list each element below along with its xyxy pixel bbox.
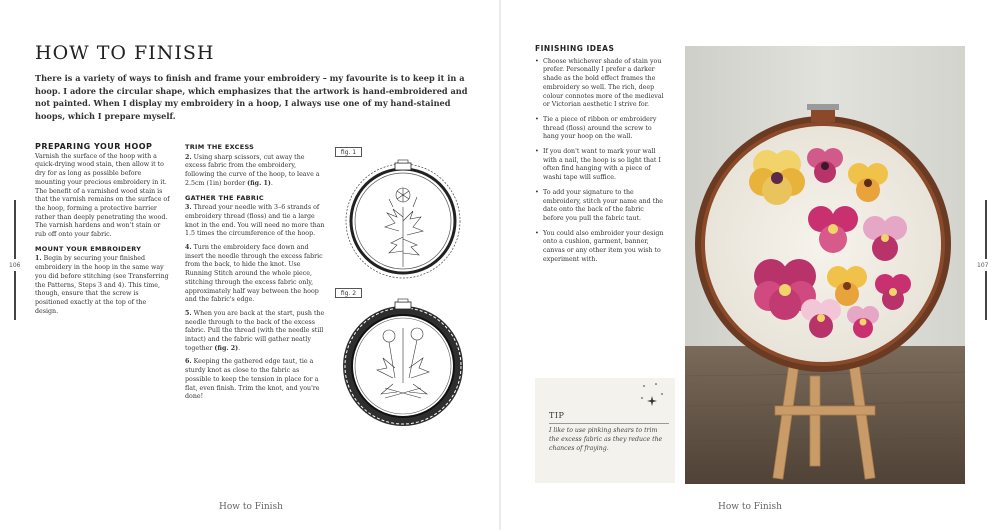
heading-finishing-ideas: FINISHING IDEAS: [535, 44, 615, 53]
step-5: 5. When you are back at the start, push the needle through to the back of the excess fabric. Pull the thread (with the needle still intact) and the fabric will gather neatly together (fig. 2).: [185, 309, 325, 352]
heading-mount: MOUNT YOUR EMBROIDERY: [35, 244, 142, 253]
footer-right: How to Finish: [718, 502, 782, 512]
fig-1-label: fig. 1: [335, 147, 362, 157]
tip-divider: [549, 423, 669, 424]
heading-preparing: PREPARING YOUR HOOP: [35, 142, 153, 151]
figure-1-trimmed-hoop: [335, 147, 465, 282]
tip-text: I like to use pinking shears to trim the excess fabric as they reduce the chances of fraying.: [549, 427, 663, 452]
embroidery-hoop-photo: [685, 46, 965, 484]
column-preparing: [35, 143, 170, 321]
page-number-right: 107: [977, 262, 989, 269]
idea-item: • Tie a piece of ribbon or embroidery thread (floss) around the screw to hang your hoop on the wall.: [535, 116, 665, 142]
idea-item: • You could also embroider your design onto a cushion, garment, banner, canvas or any other item you wish to experiment with.: [535, 230, 665, 265]
fig-2-label: fig. 2: [335, 288, 362, 298]
step-6: 6. Keeping the gathered edge taut, tie a sturdy knot as close to the fabric as possible to keep the tension in place for a flat, even finish. Trim the knot, and you're done!: [185, 358, 320, 401]
page-title: HOW TO FINISH: [35, 42, 215, 64]
heading-gather: GATHER THE FABRIC: [185, 193, 264, 202]
hoop-illustration-2: [335, 288, 465, 428]
column-finishing-ideas: [535, 45, 665, 270]
idea-item: • If you don't want to mark your wall with a nail, the hoop is so light that I often find hanging with a piece of washi tape will suffice.: [535, 148, 665, 183]
page-number-left: 106: [9, 262, 21, 269]
step-4: 4. Turn the embroidery face down and insert the needle through the excess fabric from the back, to hide the knot. Use Running Stitch around the whole piece, stitching through the excess fabric only, approximately half way between the hoop and the fabric's edge.: [185, 244, 323, 304]
idea-item: • Choose whichever shade of stain you prefer. Personally I prefer a darker shade as the bold effect frames the embroidery so well. The rich, deep colour connotes more of the medieval or Victorian aesthetic I strive for.: [535, 58, 665, 110]
column-steps: [185, 143, 325, 407]
ideas-list: [535, 58, 665, 265]
tip-label: TIP: [549, 411, 565, 420]
step-3: 3. Thread your needle with 3–6 strands of embroidery thread (floss) and tie a large knot in the end. You will need no more than 1.5 times the circumference of the hoop.: [185, 204, 325, 238]
step-2: 2. Using sharp scissors, cut away the excess fabric from the embroidery, following the curve of the hoop, to leave a 2.5cm (1in) border (fig. 1).: [185, 153, 320, 187]
step-1: 1. Begin by securing your finished embroidery in the hoop in the same way you did before stitching (see Transferring the Patterns, Steps 3 and 4). This time, though, ensure that the screw is positioned exactly at the top of the design.: [35, 255, 169, 315]
pansy-embroidery-image: [685, 46, 965, 484]
footer-left: How to Finish: [219, 502, 283, 512]
heading-trim: TRIM THE EXCESS: [185, 143, 255, 151]
hoop-illustration-1: [335, 147, 465, 282]
figure-2-gathered-hoop: [335, 288, 465, 428]
preparing-text: Varnish the surface of the hoop with a quick-drying wood stain, then allow it to dry for as long as possible before mounting your precious embroidery in it. The benefit of a varnished wood stain is that the varnish remains on the surface of the hoop, forming a protective barrier rather than deeply penetrating the wood. The varnish hardens and won't stain or rub off onto your fabric.: [35, 152, 170, 239]
intro-paragraph: There is a variety of ways to finish and frame your embroidery – my favourite is to keep it in a hoop. I adore the circular shape, which emphasizes that the artwork is hand-embroidered and not painted. When I display my embroidery in a hoop, I always use one of my hand-stained hoops, which I prepare myself.: [35, 73, 468, 121]
sparkle-icon: [640, 382, 666, 410]
idea-item: • To add your signature to the embroidery, stitch your name and the date onto the back of the fabric before you pull the fabric taut.: [535, 189, 665, 224]
